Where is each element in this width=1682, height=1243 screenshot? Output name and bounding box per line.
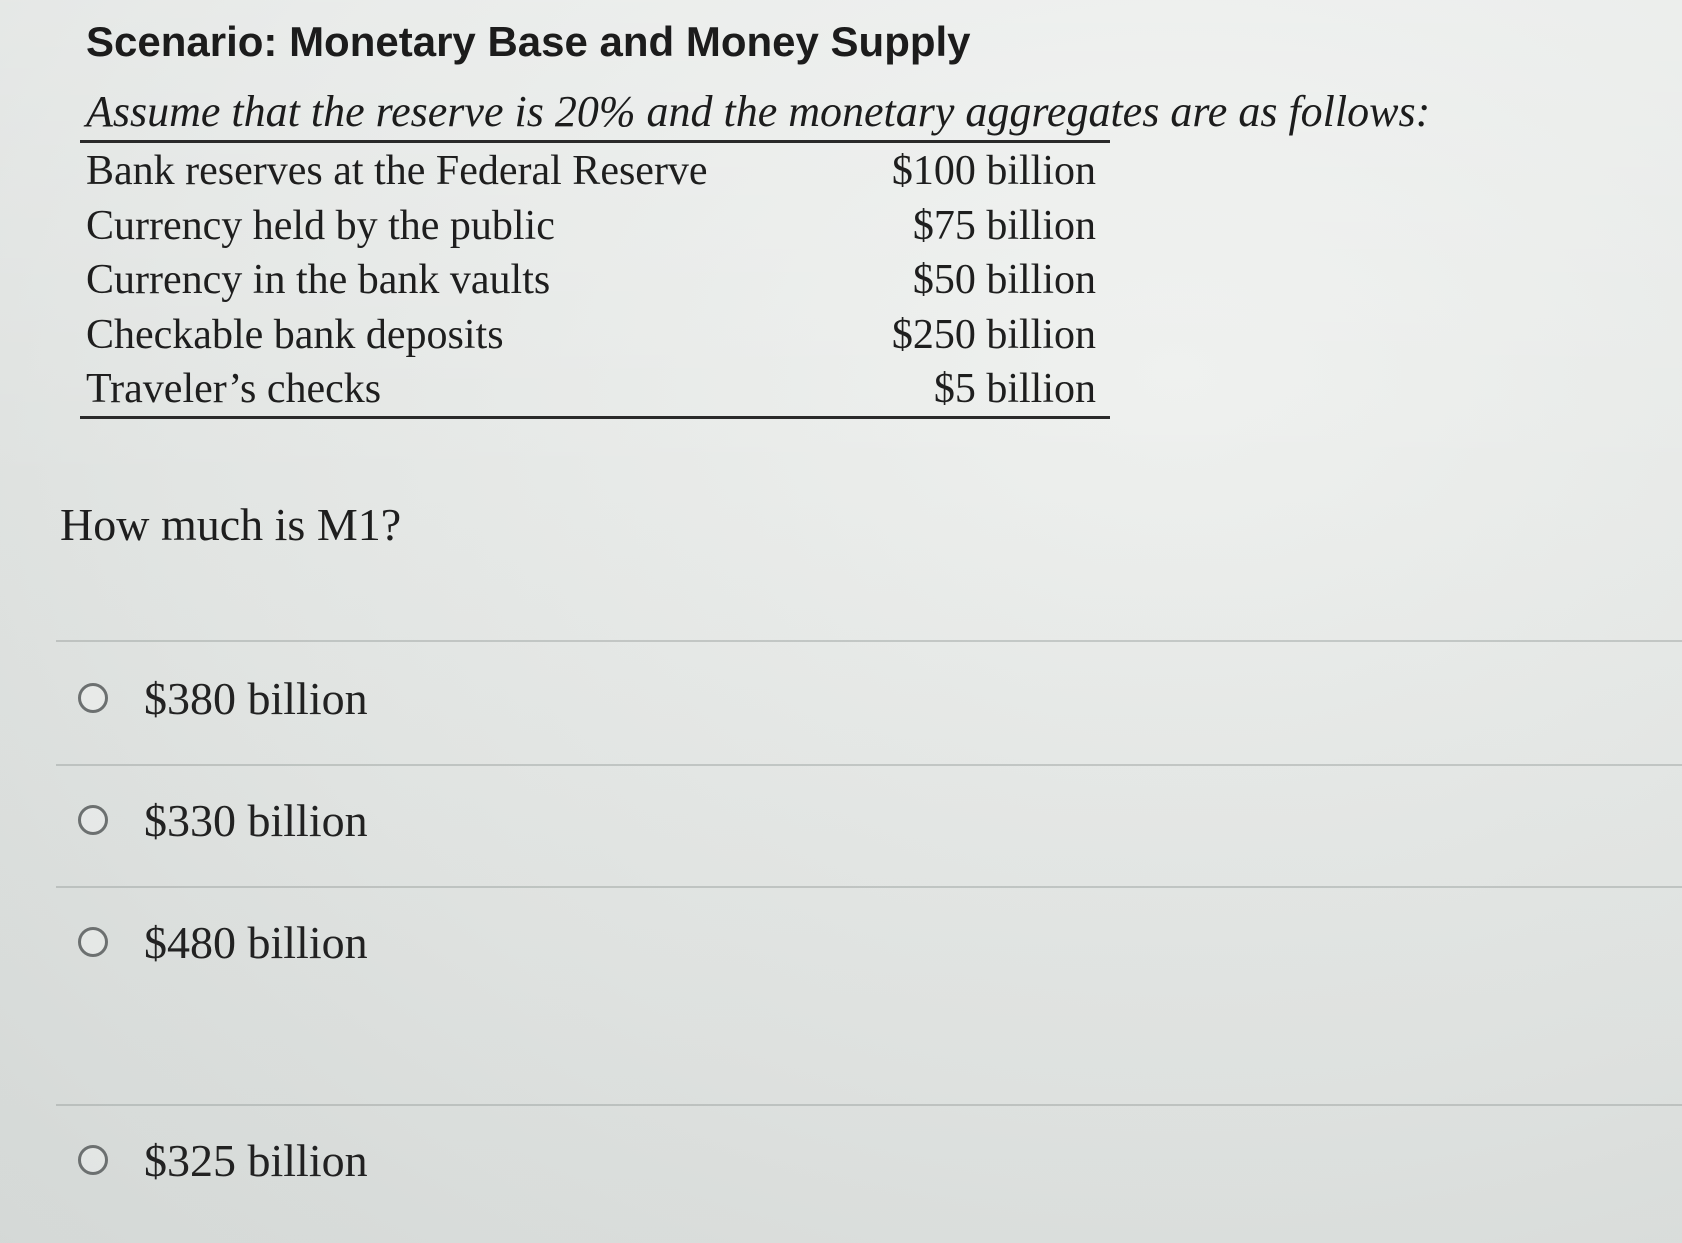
answer-option-3[interactable] [78,912,368,972]
aggregate-value: $50 billion [912,257,1096,303]
radio-button[interactable] [78,1145,108,1175]
table-bottom-rule [80,416,1110,419]
aggregate-label: Bank reserves at the Federal Reserve [86,148,708,194]
aggregate-value: $100 billion [891,148,1096,194]
table-row [86,199,1096,254]
aggregate-label: Currency in the bank vaults [86,257,551,303]
radio-button[interactable] [78,805,108,835]
aggregate-value: $250 billion [891,311,1096,358]
answer-option-4[interactable] [78,1130,368,1190]
option-label: $325 billion [144,1134,368,1186]
scenario-title: Scenario: Monetary Base and Money Supply [86,18,971,65]
aggregate-value: $5 billion [933,366,1096,412]
aggregate-value: $75 billion [912,202,1096,249]
option-divider [56,640,1682,642]
option-divider [56,1104,1682,1106]
radio-button[interactable] [78,927,108,957]
table-row [86,144,1096,199]
option-divider [56,886,1682,888]
assumption-text: Assume that the reserve is 20% and the monetary aggregates are as follows: [86,87,1431,136]
radio-button[interactable] [78,683,108,713]
aggregate-label: Currency held by the public [86,202,555,249]
aggregate-label: Checkable bank deposits [86,311,504,358]
table-row [86,253,1096,308]
answer-option-2[interactable] [78,790,368,850]
monetary-aggregates-table [86,144,1096,417]
answer-option-1[interactable] [78,668,368,728]
option-label: $480 billion [144,916,368,968]
table-top-rule [80,140,1110,143]
question-text: How much is M1? [60,499,402,550]
option-label: $330 billion [144,794,368,846]
aggregate-label: Traveler’s checks [86,366,382,412]
option-label: $380 billion [144,672,368,724]
option-divider [56,764,1682,766]
table-row [86,362,1096,417]
table-row [86,308,1096,363]
